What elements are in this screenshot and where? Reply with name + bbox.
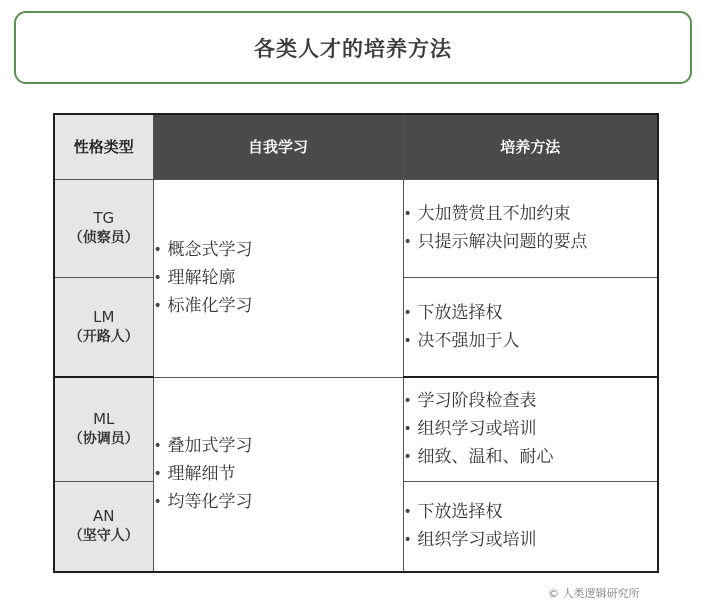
- page-title: 各类人才的培养方法: [254, 36, 452, 61]
- type-role: （坚守人）: [68, 528, 139, 545]
- type-code: ML: [93, 410, 115, 429]
- method-list: [404, 299, 658, 355]
- table-row-tg: [54, 179, 658, 277]
- method-list: [404, 200, 658, 256]
- title-banner: [14, 11, 692, 84]
- method-cell-an: [403, 481, 658, 572]
- list-item: • 细致、温和、耐心: [404, 443, 658, 471]
- list-item: • 概念式学习: [154, 236, 403, 264]
- method-list: [404, 498, 658, 554]
- table-header-row: [54, 114, 658, 179]
- header-personality-type: 性格类型: [54, 114, 153, 179]
- type-code: AN: [93, 507, 115, 526]
- list-item: • 理解细节: [154, 460, 403, 488]
- list-item: • 叠加式学习: [154, 432, 403, 460]
- self-study-list: [154, 432, 403, 516]
- type-cell-ml: [54, 377, 153, 481]
- self-study-cell-group-1: [153, 179, 403, 377]
- self-study-cell-group-2: [153, 377, 403, 572]
- type-cell-an: [54, 481, 153, 572]
- method-cell-lm: [403, 277, 658, 377]
- training-methods-table: [53, 113, 659, 573]
- header-training-method: 培养方法: [403, 114, 658, 179]
- list-item: • 大加赞赏且不加约束: [404, 200, 658, 228]
- list-item: • 下放选择权: [404, 498, 658, 526]
- list-item: • 学习阶段检查表: [404, 387, 658, 415]
- header-self-study: 自我学习: [153, 114, 403, 179]
- method-cell-tg: [403, 179, 658, 277]
- type-code: LM: [93, 307, 115, 326]
- copyright-footer: © 人类逻辑研究所: [548, 587, 640, 600]
- list-item: • 均等化学习: [154, 488, 403, 516]
- self-study-list: [154, 236, 403, 320]
- list-item: • 组织学习或培训: [404, 415, 658, 443]
- method-cell-ml: [403, 377, 658, 481]
- list-item: • 理解轮廓: [154, 264, 403, 292]
- list-item: • 组织学习或培训: [404, 526, 658, 554]
- type-code: TG: [93, 209, 115, 227]
- table-row-ml: [54, 377, 658, 481]
- type-cell-tg: [54, 179, 153, 277]
- type-cell-lm: [54, 277, 153, 377]
- list-item: • 只提示解决问题的要点: [404, 228, 658, 256]
- type-role: （开路人）: [68, 328, 139, 345]
- list-item: • 标准化学习: [154, 292, 403, 320]
- list-item: • 下放选择权: [404, 299, 658, 327]
- type-role: （协调员）: [68, 431, 139, 448]
- type-role: （侦察员）: [68, 230, 139, 246]
- list-item: • 决不强加于人: [404, 327, 658, 355]
- method-list: [404, 387, 658, 471]
